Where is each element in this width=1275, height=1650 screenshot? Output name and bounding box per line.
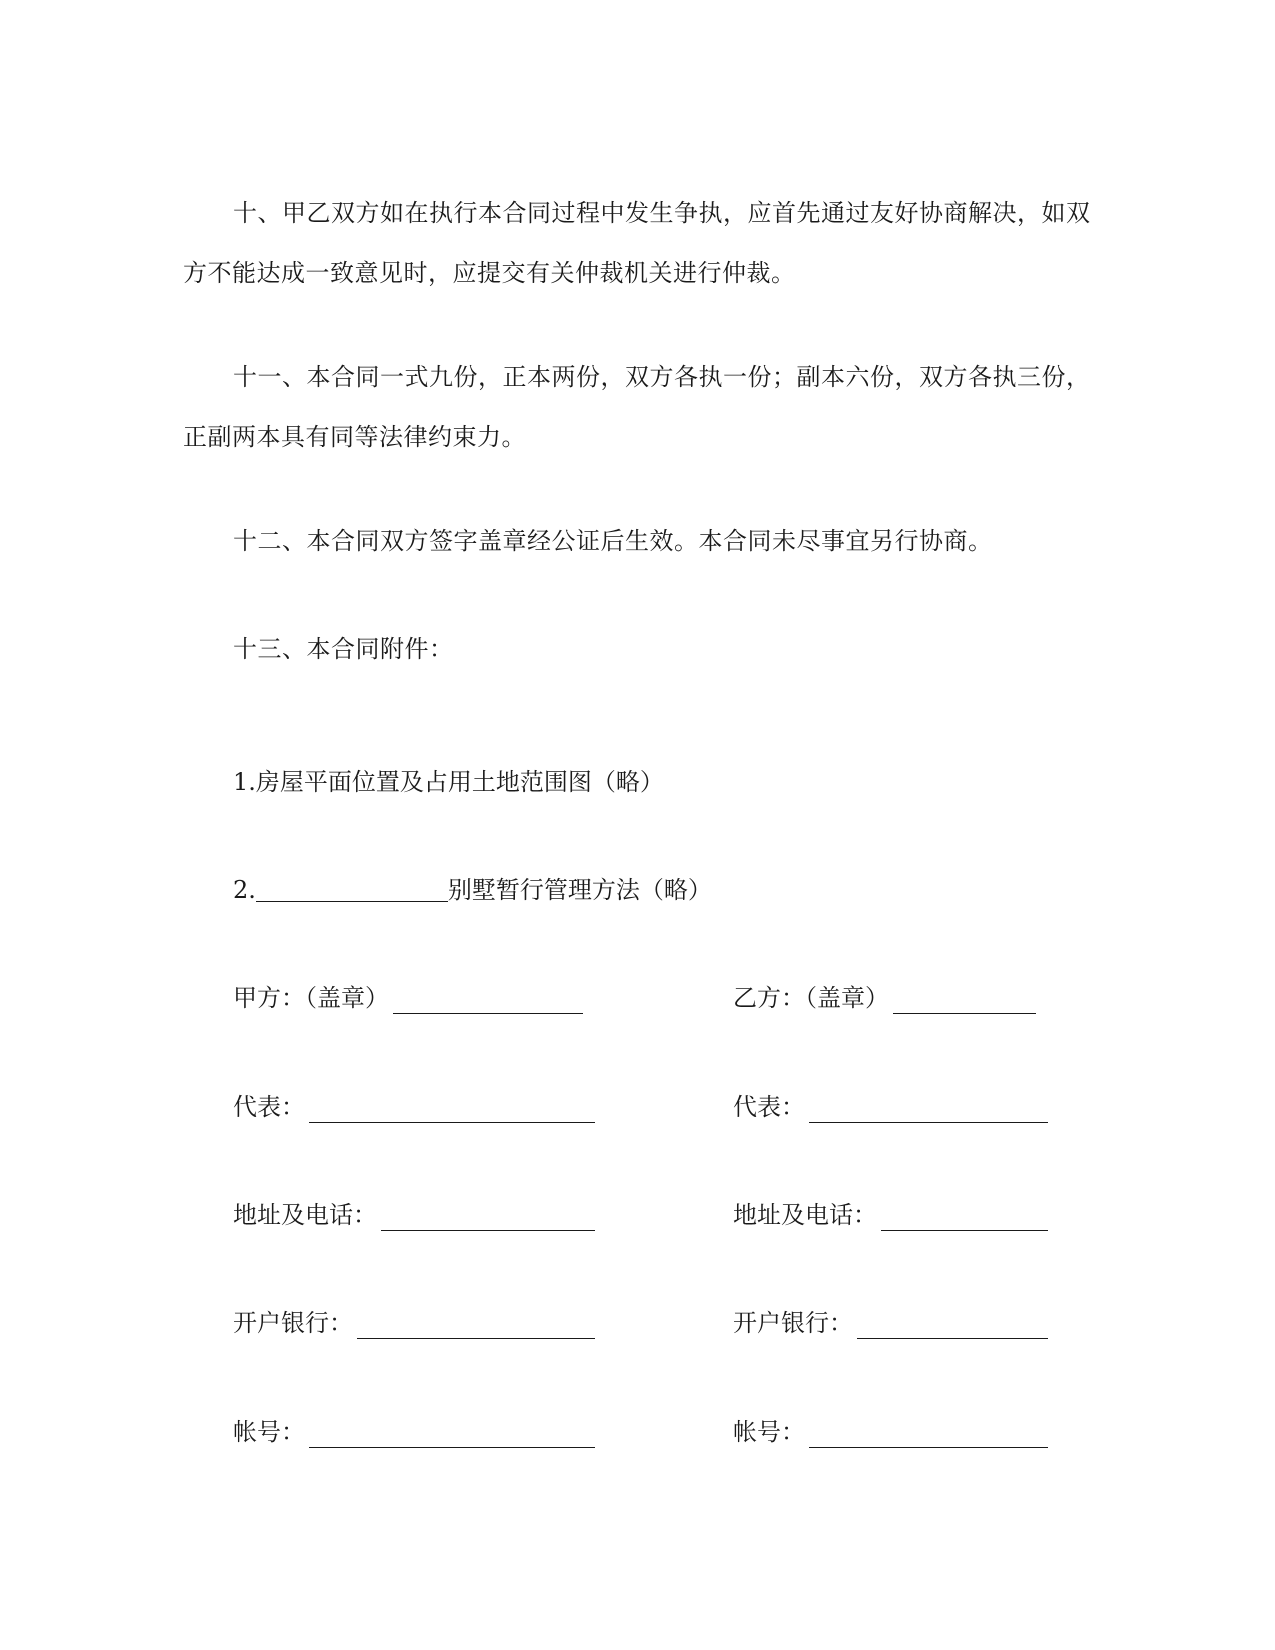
party-b-seal-field[interactable] xyxy=(893,987,1036,1014)
attachment-item-1: 1.房屋平面位置及占用土地范围图（略） xyxy=(233,768,664,796)
party-a-seal-label: 甲方：（盖章） xyxy=(233,984,389,1012)
party-b-rep-row xyxy=(733,1091,1048,1123)
party-a-account-row xyxy=(233,1416,595,1448)
party-b-address-label: 地址及电话： xyxy=(733,1201,877,1229)
party-b-rep-field[interactable] xyxy=(809,1096,1048,1123)
party-b-account-field[interactable] xyxy=(809,1421,1048,1448)
party-b-account-row xyxy=(733,1416,1048,1448)
party-b-bank-field[interactable] xyxy=(857,1312,1048,1339)
clause-12: 十二、本合同双方签字盖章经公证后生效。本合同未尽事宜另行协商。 xyxy=(233,527,993,555)
party-b-rep-label: 代表： xyxy=(733,1093,805,1121)
party-a-account-label: 帐号： xyxy=(233,1418,305,1446)
party-a-bank-row xyxy=(233,1307,595,1339)
party-b-account-label: 帐号： xyxy=(733,1418,805,1446)
clause-11: 十一、本合同一式九份，正本两份，双方各执一份；副本六份，双方各执三份，正副两本具有同等法律约束力。 xyxy=(183,363,1091,451)
party-a-bank-label: 开户银行： xyxy=(233,1309,353,1337)
party-b-bank-label: 开户银行： xyxy=(733,1309,853,1337)
attachment-item-2 xyxy=(233,874,712,906)
clause-10: 十、甲乙双方如在执行本合同过程中发生争执，应首先通过友好协商解决，如双方不能达成一致意见时，应提交有关仲裁机关进行仲裁。 xyxy=(183,199,1091,287)
party-a-seal-field[interactable] xyxy=(393,987,583,1014)
attachment-name-blank[interactable] xyxy=(256,877,448,902)
party-b-address-row xyxy=(733,1199,1048,1231)
party-a-rep-row xyxy=(233,1091,595,1123)
attachment-item-2-suffix: 别墅暂行管理方法（略） xyxy=(447,876,712,904)
party-a-bank-field[interactable] xyxy=(357,1312,595,1339)
party-a-rep-label: 代表： xyxy=(233,1093,305,1121)
party-b-seal-row xyxy=(733,982,1036,1014)
party-b-address-field[interactable] xyxy=(881,1204,1048,1231)
party-a-seal-row xyxy=(233,982,583,1014)
clause-13: 十三、本合同附件： xyxy=(233,635,454,663)
party-b-bank-row xyxy=(733,1307,1048,1339)
party-a-address-label: 地址及电话： xyxy=(233,1201,377,1229)
party-a-address-field[interactable] xyxy=(381,1204,595,1231)
party-b-seal-label: 乙方：（盖章） xyxy=(733,984,889,1012)
party-a-account-field[interactable] xyxy=(309,1421,595,1448)
party-a-address-row xyxy=(233,1199,595,1231)
party-a-rep-field[interactable] xyxy=(309,1096,595,1123)
attachment-item-2-prefix: 2. xyxy=(233,876,256,904)
